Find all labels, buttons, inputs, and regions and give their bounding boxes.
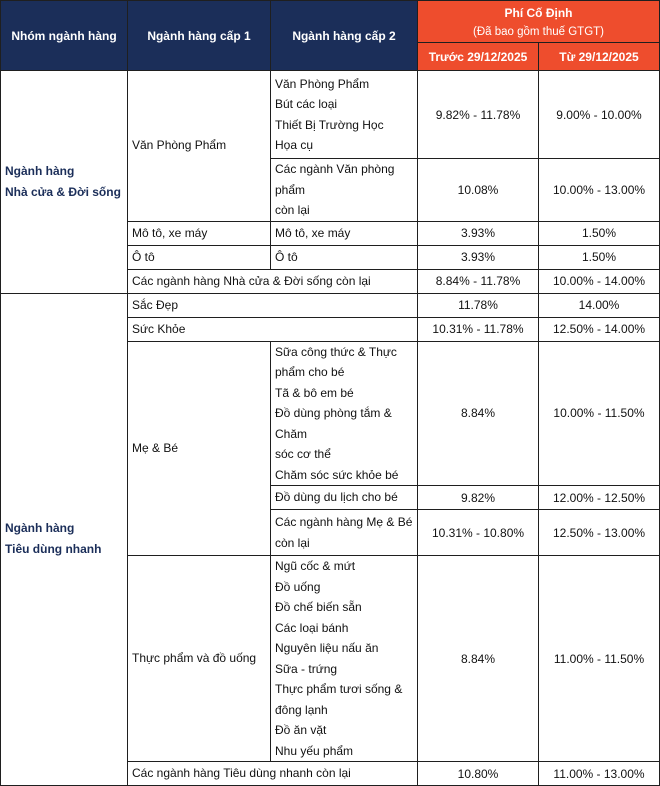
fee-before: 10.31% - 11.78% xyxy=(418,317,539,341)
level2-item: còn lại xyxy=(275,535,310,550)
fee-from: 11.00% - 11.50% xyxy=(539,556,660,762)
fee-before: 9.82% - 11.78% xyxy=(418,71,539,159)
level1-cell: Các ngành hàng Nhà cửa & Đời sống còn lại xyxy=(128,269,418,293)
level1-cell: Mẹ & Bé xyxy=(128,341,271,556)
level2-cell: Mô tô, xe máy xyxy=(271,221,418,245)
level2-list xyxy=(271,341,418,486)
level2-item: Họa cụ xyxy=(275,138,314,152)
level1-cell: Văn Phòng Phẩm xyxy=(128,71,271,222)
fee-subtitle: (Đã bao gồm thuế GTGT) xyxy=(472,25,605,38)
header-fixed-fee xyxy=(418,1,660,43)
fee-from: 1.50% xyxy=(539,221,660,245)
group-home-living xyxy=(1,71,128,294)
fee-from: 12.50% - 13.00% xyxy=(539,510,660,556)
level2-list xyxy=(271,510,418,556)
level2-item: Sữa - trứng xyxy=(275,661,338,676)
header-level2: Ngành hàng cấp 2 xyxy=(271,1,418,71)
level2-list xyxy=(271,556,418,762)
fee-before: 8.84% xyxy=(418,556,539,762)
header-before-date: Trước 29/12/2025 xyxy=(418,43,539,71)
fee-before: 10.31% - 10.80% xyxy=(418,510,539,556)
level2-item: Văn Phòng Phẩm xyxy=(275,76,370,91)
fee-from: 10.00% - 11.50% xyxy=(539,341,660,486)
level2-item: Ngũ cốc & mứt xyxy=(275,559,356,573)
fee-from: 11.00% - 13.00% xyxy=(539,762,660,786)
level2-item: Các ngành hàng Mẹ & Bé xyxy=(275,515,413,529)
level2-item: Sữa công thức & Thực xyxy=(275,344,397,359)
level2-item: Nhu yếu phẩm xyxy=(275,743,354,758)
fee-before: 11.78% xyxy=(418,293,539,317)
header-from-date: Từ 29/12/2025 xyxy=(539,43,660,71)
fee-from: 10.00% - 14.00% xyxy=(539,269,660,293)
fee-from: 9.00% - 10.00% xyxy=(539,71,660,159)
level2-item: Đồ chế biến sẵn xyxy=(275,600,362,614)
fee-before: 10.08% xyxy=(418,159,539,222)
fee-before: 3.93% xyxy=(418,245,539,269)
level2-item: còn lại xyxy=(275,203,310,217)
group-name-line1: Ngành hàng xyxy=(5,521,75,536)
level2-item: Chăm sóc sức khỏe bé xyxy=(275,467,399,482)
fee-before: 8.84% - 11.78% xyxy=(418,269,539,293)
group-name-line2: Nhà cửa & Đời sống xyxy=(5,184,121,199)
level2-list xyxy=(271,159,418,222)
fee-before: 10.80% xyxy=(418,762,539,786)
level2-item: Các loại bánh xyxy=(275,620,349,635)
level2-cell: Đồ dùng du lịch cho bé xyxy=(271,486,418,510)
level2-item: Các ngành Văn phòng phẩm xyxy=(275,162,395,197)
header-group: Nhóm ngành hàng xyxy=(1,1,128,71)
header-level1: Ngành hàng cấp 1 xyxy=(128,1,271,71)
level2-item: Bút các loại xyxy=(275,97,338,111)
fee-before: 8.84% xyxy=(418,341,539,486)
level1-cell: Sức Khỏe xyxy=(128,317,418,341)
fee-from: 10.00% - 13.00% xyxy=(539,159,660,222)
level1-cell: Sắc Đẹp xyxy=(128,293,418,317)
level2-item: phẩm cho bé xyxy=(275,365,345,379)
fee-from: 12.50% - 14.00% xyxy=(539,317,660,341)
level2-item: Đồ uống xyxy=(275,579,321,594)
level2-item: Đồ ăn vặt xyxy=(275,723,327,737)
level2-item: Thiết Bị Trường Học xyxy=(275,117,384,132)
fee-from: 1.50% xyxy=(539,245,660,269)
level1-cell: Thực phẩm và đồ uống xyxy=(128,556,271,762)
level2-item: Nguyên liệu nấu ăn xyxy=(275,641,379,655)
fee-title: Phí Cố Định xyxy=(504,5,573,20)
fee-before: 9.82% xyxy=(418,486,539,510)
group-name-line2: Tiêu dùng nhanh xyxy=(5,542,102,557)
level2-item: Đồ dùng phòng tắm & Chăm xyxy=(275,406,392,441)
level2-cell: Ô tô xyxy=(271,245,418,269)
group-name-line1: Ngành hàng xyxy=(5,163,75,178)
level2-list xyxy=(271,71,418,159)
fee-before: 3.93% xyxy=(418,221,539,245)
group-fmcg xyxy=(1,293,128,786)
fee-from: 12.00% - 12.50% xyxy=(539,486,660,510)
fee-from: 14.00% xyxy=(539,293,660,317)
level1-cell: Các ngành hàng Tiêu dùng nhanh còn lại xyxy=(128,762,418,786)
level2-item: sóc cơ thể xyxy=(275,447,331,461)
level2-item: Tã & bô em bé xyxy=(275,385,354,400)
level2-item: Thực phẩm tươi sống & xyxy=(275,682,403,696)
level1-cell: Mô tô, xe máy xyxy=(128,221,271,245)
level2-item: đông lạnh xyxy=(275,702,328,717)
level1-cell: Ô tô xyxy=(128,245,271,269)
